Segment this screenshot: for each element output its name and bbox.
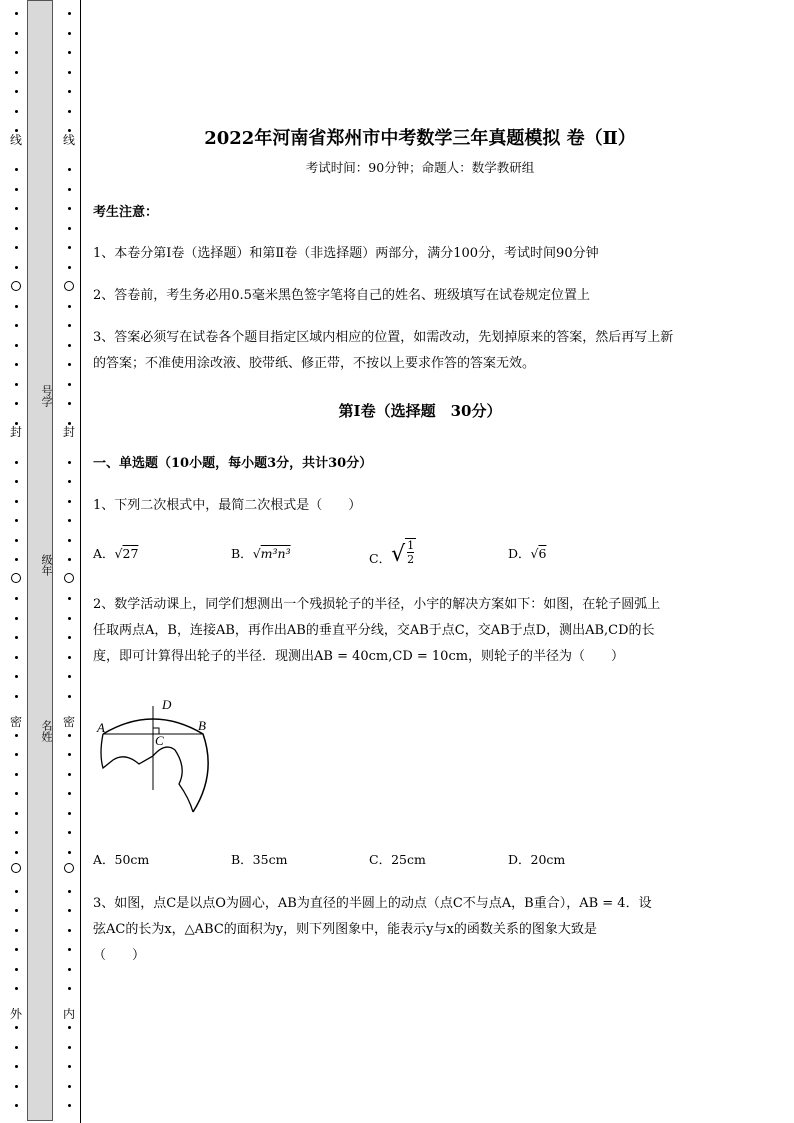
dot-marker <box>68 851 71 854</box>
page-title: 2022年河南省郑州市中考数学三年真题模拟 卷（Ⅱ） <box>204 128 636 149</box>
q3-line-1: 3、如图，点C是以点O为圆心，AB为直径的半圆上的动点（点C不与点A，B重合），AB = 4．设 <box>93 896 652 911</box>
dot-marker <box>68 636 71 639</box>
dot-marker <box>68 90 71 93</box>
dot-marker <box>15 305 18 308</box>
dot-marker <box>15 363 18 366</box>
dot-marker <box>68 383 71 386</box>
dot-marker <box>15 636 18 639</box>
dot-marker <box>68 792 71 795</box>
margin-label: 密 <box>62 715 75 729</box>
dot-marker <box>68 1065 71 1068</box>
notice-item-1: 1、本卷分第Ⅰ卷（选择题）和第Ⅱ卷（非选择题）两部分，满分100分，考试时间90分钟 <box>93 246 599 261</box>
margin-label: 线 <box>9 133 22 147</box>
dot-marker <box>15 500 18 503</box>
dot-marker <box>68 305 71 308</box>
q2-line-2: 任取两点A，B，连接AB，再作出AB的垂直平分线，交AB于点C，交AB于点D，测出AB,CD的长 <box>93 623 655 638</box>
q2-option-d: D．20cm <box>508 852 566 867</box>
dot-marker <box>68 1104 71 1107</box>
dot-marker <box>68 929 71 932</box>
sqrt-symbol: √ <box>391 542 406 567</box>
dot-marker <box>15 480 18 483</box>
circle-icon <box>11 573 21 583</box>
dot-marker <box>68 812 71 815</box>
dot-marker <box>68 324 71 327</box>
dot-marker <box>68 51 71 54</box>
notice-item-3-cont: 的答案；不准使用涂改液、胶带纸、修正带，不按以上要求作答的答案无效。 <box>93 356 536 371</box>
label-c: C <box>155 733 164 748</box>
broken-edge <box>101 734 193 812</box>
dot-marker <box>15 1104 18 1107</box>
dot-marker <box>68 558 71 561</box>
dot-marker <box>68 480 71 483</box>
dot-marker <box>68 831 71 834</box>
dot-marker <box>68 110 71 113</box>
dot-marker <box>15 51 18 54</box>
dot-marker <box>15 207 18 210</box>
student-info-strip <box>27 0 53 1121</box>
dot-marker <box>68 1046 71 1049</box>
dot-marker <box>15 792 18 795</box>
section-title: 第Ⅰ卷（选择题 30分） <box>338 402 502 420</box>
dot-marker <box>68 71 71 74</box>
dot-marker <box>15 246 18 249</box>
dot-marker <box>68 344 71 347</box>
circle-icon <box>64 281 74 291</box>
dot-marker <box>15 383 18 386</box>
q2-option-b: B．35cm <box>231 852 288 867</box>
dot-marker <box>68 363 71 366</box>
dot-marker <box>68 1026 71 1029</box>
dot-marker <box>68 753 71 756</box>
dot-marker <box>68 987 71 990</box>
dot-marker <box>68 890 71 893</box>
dot-marker <box>15 909 18 912</box>
dot-marker <box>15 753 18 756</box>
broken-wheel-figure <box>95 694 220 824</box>
dot-marker <box>15 32 18 35</box>
dot-marker <box>68 207 71 210</box>
dot-marker <box>15 344 18 347</box>
sqrt-symbol: √ <box>252 546 261 561</box>
dot-marker <box>15 1065 18 1068</box>
dot-marker <box>15 851 18 854</box>
dot-marker <box>68 1085 71 1088</box>
q2-line-3: 度，即可计算得出轮子的半径．现测出AB = 40cm,CD = 10cm，则轮子的半径为（ ） <box>93 649 625 664</box>
dot-marker <box>15 402 18 405</box>
sqrt-symbol: √ <box>530 546 539 561</box>
circle-icon <box>11 863 21 873</box>
dot-marker <box>68 773 71 776</box>
dot-marker <box>15 812 18 815</box>
q1-option-c: C．√ $\frac{1}{2}$ <box>369 538 415 567</box>
dot-marker <box>15 519 18 522</box>
label-a: A <box>97 720 105 735</box>
dot-marker <box>68 266 71 269</box>
margin-rule <box>80 0 81 1123</box>
notice-item-2: 2、答卷前，考生务必用0.5毫米黑色签字笔将自己的姓名、班级填写在试卷规定位置上 <box>93 288 590 303</box>
strip-label-student-id: 号学 <box>40 385 53 407</box>
dot-marker <box>68 695 71 698</box>
dot-marker <box>15 129 18 132</box>
dot-marker <box>68 246 71 249</box>
dot-marker <box>15 324 18 327</box>
sqrt-symbol: √ <box>114 546 123 561</box>
dot-marker <box>15 695 18 698</box>
notice-heading: 考生注意： <box>93 205 159 220</box>
dot-marker <box>68 617 71 620</box>
dot-marker <box>15 71 18 74</box>
dot-marker <box>68 188 71 191</box>
dot-marker <box>68 500 71 503</box>
dot-marker <box>68 948 71 951</box>
dot-marker <box>15 168 18 171</box>
dot-marker <box>15 227 18 230</box>
dot-marker <box>68 227 71 230</box>
dot-marker <box>15 188 18 191</box>
q1-option-d: D．√6 <box>508 546 547 561</box>
dot-marker <box>15 266 18 269</box>
circle-icon <box>64 863 74 873</box>
dot-marker <box>15 12 18 15</box>
dot-marker <box>15 948 18 951</box>
dot-marker <box>68 461 71 464</box>
q2-option-a: A．50cm <box>93 852 150 867</box>
margin-label: 密 <box>9 715 22 729</box>
margin-label: 线 <box>62 133 75 147</box>
dot-marker <box>15 461 18 464</box>
dot-marker <box>68 656 71 659</box>
label-d: D <box>162 697 172 712</box>
dot-marker <box>15 987 18 990</box>
dot-marker <box>68 32 71 35</box>
strip-label-grade: 级年 <box>40 554 53 576</box>
outer-dotted-margin <box>6 0 26 1123</box>
dot-marker <box>15 90 18 93</box>
dot-marker <box>15 1085 18 1088</box>
exam-meta: 考试时间：90分钟；命题人：数学教研组 <box>305 160 535 175</box>
part-heading: 一、单选题（10小题，每小题3分，共计30分） <box>93 456 373 471</box>
dot-marker <box>68 402 71 405</box>
circle-icon <box>11 281 21 291</box>
dot-marker <box>68 734 71 737</box>
dot-marker <box>15 110 18 113</box>
inner-dotted-margin <box>59 0 79 1123</box>
margin-label: 封 <box>9 425 22 439</box>
dot-marker <box>15 773 18 776</box>
dot-marker <box>68 519 71 522</box>
dot-marker <box>68 675 71 678</box>
dot-marker <box>15 831 18 834</box>
dot-marker <box>68 168 71 171</box>
dot-marker <box>15 539 18 542</box>
dot-marker <box>15 675 18 678</box>
strip-label-name: 名姓 <box>40 720 53 742</box>
notice-item-3: 3、答案必须写在试卷各个题目指定区域内相应的位置，如需改动，先划掉原来的答案，然后再写上新 <box>93 330 674 345</box>
dot-marker <box>68 129 71 132</box>
q1-option-a: A．√27 <box>93 546 139 561</box>
q3-line-2: 弦AC的长为x，△ABC的面积为y，则下列图象中，能表示y与x的函数关系的图象大致是 <box>93 922 597 937</box>
dot-marker <box>68 12 71 15</box>
q1-option-b: B．√m³n³ <box>231 546 291 561</box>
dot-marker <box>15 929 18 932</box>
dot-marker <box>15 558 18 561</box>
dot-marker <box>15 734 18 737</box>
dot-marker <box>68 968 71 971</box>
dot-marker <box>15 968 18 971</box>
margin-label: 内 <box>62 1007 75 1021</box>
circle-icon <box>64 573 74 583</box>
label-b: B <box>198 718 206 733</box>
margin-label: 封 <box>62 425 75 439</box>
q3-line-3: （ ） <box>93 948 146 963</box>
q1-stem: 1、下列二次根式中，最简二次根式是（ ） <box>93 498 362 513</box>
dot-marker <box>68 539 71 542</box>
margin-label: 外 <box>9 1007 22 1021</box>
q2-option-c: C．25cm <box>369 852 426 867</box>
dot-marker <box>68 909 71 912</box>
q2-line-1: 2、数学活动课上，同学们想测出一个残损轮子的半径，小宇的解决方案如下：如图，在轮子圆弧上 <box>93 597 661 612</box>
dot-marker <box>15 656 18 659</box>
dot-marker <box>15 1046 18 1049</box>
dot-marker <box>15 617 18 620</box>
dot-marker <box>15 1026 18 1029</box>
dot-marker <box>15 890 18 893</box>
dot-marker <box>68 597 71 600</box>
dot-marker <box>15 597 18 600</box>
